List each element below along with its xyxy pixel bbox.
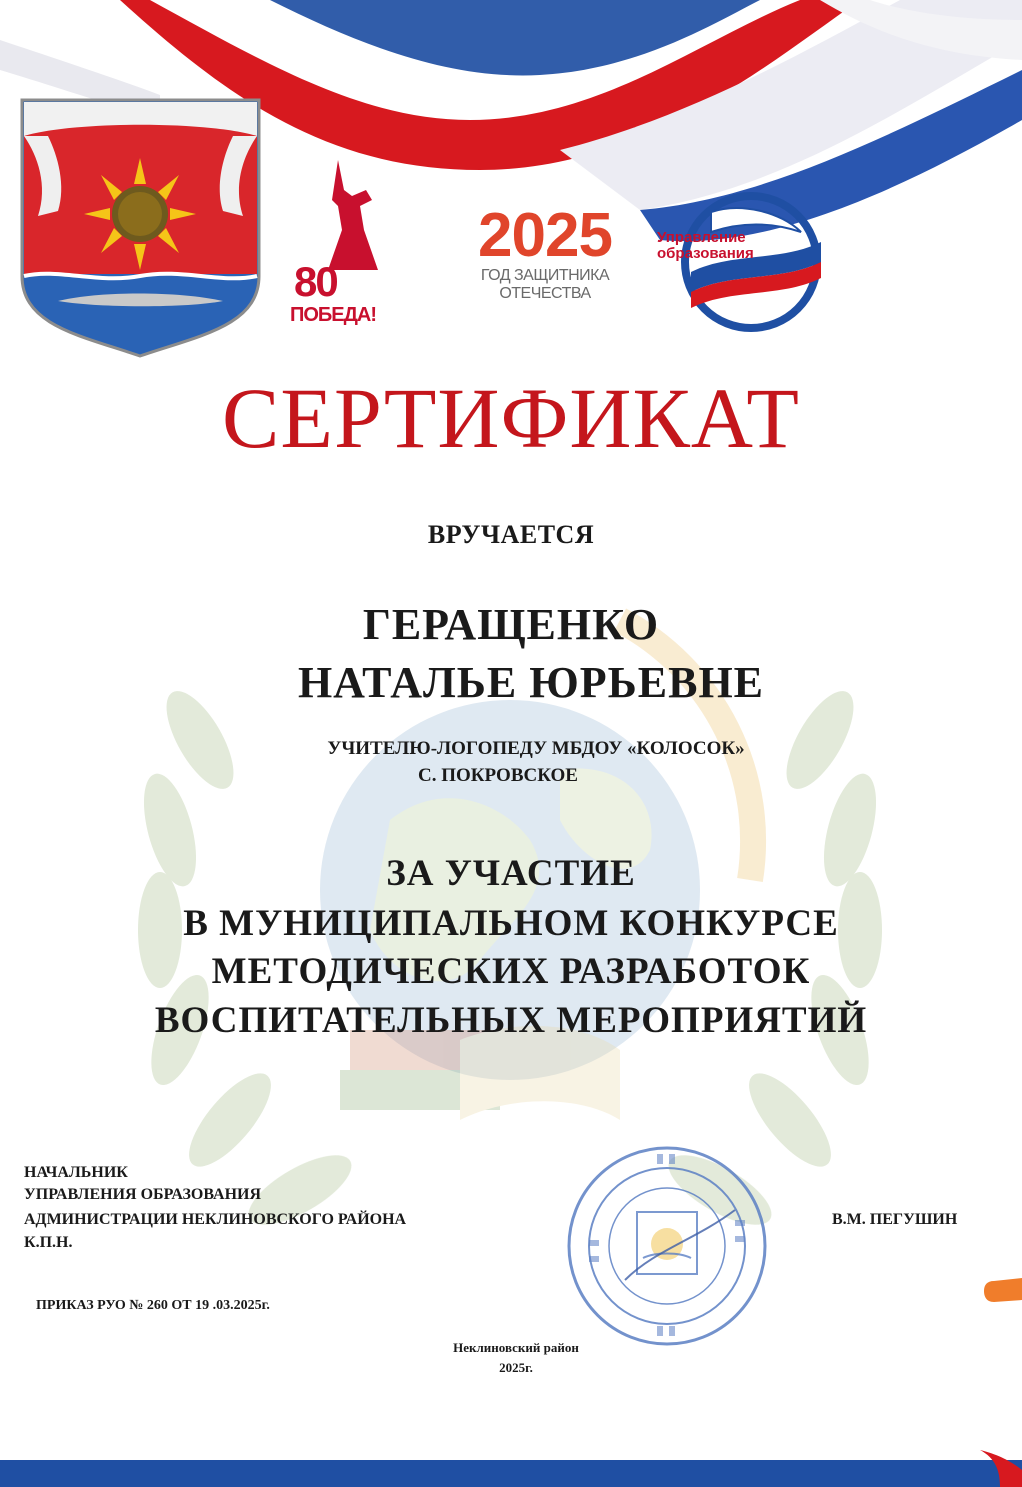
year-subtitle-line1: ГОД ЗАЩИТНИКА	[480, 267, 610, 284]
official-stamp-seal	[565, 1140, 770, 1352]
recipient-given-names: НАТАЛЬЕ ЮРЬЕВНЕ	[297, 658, 765, 707]
reason-line-1: ЗА УЧАСТИЕ	[386, 853, 636, 894]
signer-title-line3: АДМИНИСТРАЦИИ НЕКЛИНОВСКОГО РАЙОНА	[24, 1211, 407, 1228]
victory-text: ПОБЕДА!	[290, 304, 376, 326]
recipient-locality: С. ПОКРОВСКОЕ	[418, 765, 578, 786]
awarded-label: ВРУЧАЕТСЯ	[427, 520, 595, 549]
education-department-logo	[655, 192, 825, 332]
orange-accent-shape	[984, 1278, 1022, 1304]
footer-year: 2025г.	[499, 1360, 533, 1375]
victory-80-logo	[288, 160, 400, 328]
footer-place-year	[0, 1338, 1022, 1378]
edu-emblem-icon	[681, 192, 821, 332]
signer-title-line1: НАЧАЛЬНИК	[24, 1164, 128, 1181]
year-number: 2025	[478, 201, 612, 270]
certificate-title: СЕРТИФИКАТ	[222, 370, 800, 466]
recipient-surname: ГЕРАЩЕНКО	[362, 600, 660, 649]
year-2025-logo	[470, 201, 620, 330]
order-reference: ПРИКАЗ РУО № 260 ОТ 19 .03.2025г.	[36, 1298, 270, 1313]
recipient-position: УЧИТЕЛЮ-ЛОГОПЕДУ МБДОУ «КОЛОСОК»	[327, 738, 745, 759]
reason-line-4: ВОСПИТАТЕЛЬНЫХ МЕРОПРИЯТИЙ	[154, 1000, 868, 1041]
bottom-flag-bar	[0, 1450, 1022, 1487]
signer-name: В.М. ПЕГУШИН	[832, 1211, 958, 1228]
signer-degree: К.П.Н.	[24, 1234, 73, 1251]
victory-number: 80	[294, 258, 337, 305]
reason-line-3: МЕТОДИЧЕСКИХ РАЗРАБОТОК	[211, 951, 811, 992]
footer-place: Неклиновский район	[453, 1340, 579, 1355]
edu-text-line2: образования	[657, 245, 754, 262]
reason-line-2: В МУНИЦИПАЛЬНОМ КОНКУРСЕ	[183, 903, 839, 944]
signer-title-line2: УПРАВЛЕНИЯ ОБРАЗОВАНИЯ	[24, 1186, 262, 1203]
year-subtitle-line2: ОТЕЧЕСТВА	[499, 285, 591, 302]
motherland-statue-icon	[308, 160, 398, 270]
coat-of-arms-emblem	[18, 96, 263, 358]
edu-text-line1: Управление	[657, 229, 746, 246]
